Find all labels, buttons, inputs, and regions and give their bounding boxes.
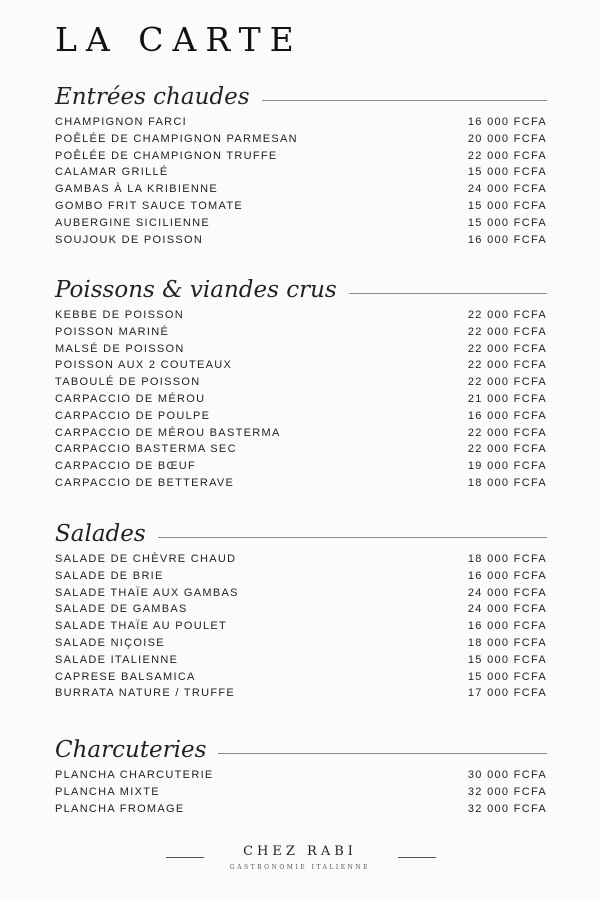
menu-item-name: SALADE DE BRIE — [55, 569, 164, 582]
section-title: Salades — [55, 517, 158, 551]
menu-item-name: POISSON AUX 2 COUTEAUX — [55, 359, 233, 372]
menu-item — [55, 114, 547, 131]
menu-item-price: 22 000 FCFA — [467, 342, 547, 355]
menu-item-price: 30 000 FCFA — [467, 769, 547, 781]
menu-item-name: BURRATA NATURE / TRUFFE — [55, 687, 236, 700]
menu-item-price: 19 000 FCFA — [467, 460, 547, 473]
menu-item — [55, 408, 547, 425]
menu-item-name: KEBBE DE POISSON — [55, 309, 185, 321]
menu-item-name: POÊLÉE DE CHAMPIGNON TRUFFE — [55, 149, 278, 162]
menu-item — [55, 784, 547, 801]
menu-item-name: SALADE DE CHÈVRE CHAUD — [55, 553, 237, 565]
restaurant-tagline: GASTRONOMIE ITALIENNE — [229, 864, 371, 871]
item-list — [55, 551, 547, 702]
item-list — [55, 114, 547, 248]
menu-item — [55, 131, 547, 148]
menu-item — [55, 652, 547, 669]
menu-item — [55, 618, 547, 635]
menu-item — [55, 601, 547, 618]
menu-item-name: POÊLÉE DE CHAMPIGNON PARMESAN — [55, 132, 298, 145]
menu-item-name: PLANCHA CHARCUTERIE — [55, 769, 214, 781]
menu-item-price: 18 000 FCFA — [467, 553, 547, 565]
menu-item-name: PLANCHA FROMAGE — [55, 802, 185, 815]
menu-item — [55, 164, 547, 181]
menu-item-name: MALSÉ DE POISSON — [55, 342, 185, 355]
menu-item — [55, 198, 547, 215]
menu-item-name: GOMBO FRIT SAUCE TOMATE — [55, 199, 243, 212]
menu-item — [55, 324, 547, 341]
menu-item-price: 16 000 FCFA — [467, 116, 547, 128]
menu-item — [55, 475, 547, 492]
menu-item-name: CARPACCIO DE POULPE — [55, 409, 211, 422]
menu-item-price: 22 000 FCFA — [467, 376, 547, 389]
menu-item-price: 32 000 FCFA — [467, 785, 547, 798]
menu-item — [55, 635, 547, 652]
menu-item — [55, 341, 547, 358]
menu-item-price: 22 000 FCFA — [467, 443, 547, 456]
menu-item-price: 16 000 FCFA — [467, 233, 547, 246]
section-header — [55, 733, 547, 767]
menu-item-price: 15 000 FCFA — [467, 670, 547, 683]
menu-item — [55, 148, 547, 165]
menu-item — [55, 458, 547, 475]
menu-item-name: SALADE ITALIENNE — [55, 653, 179, 666]
item-list — [55, 307, 547, 492]
menu-item-price: 22 000 FCFA — [467, 309, 547, 321]
section-charcuteries — [55, 733, 547, 817]
menu-item-name: SALADE DE GAMBAS — [55, 603, 188, 616]
menu-item-price: 22 000 FCFA — [467, 426, 547, 439]
menu-item-name: PLANCHA MIXTE — [55, 785, 160, 798]
menu-item-price: 16 000 FCFA — [467, 620, 547, 633]
menu-item-name: POISSON MARINÉ — [55, 325, 170, 338]
menu-item-name: CARPACCIO DE MÉROU BASTERMA — [55, 426, 281, 439]
menu-title: LA CARTE — [55, 20, 303, 59]
menu-item — [55, 307, 547, 324]
menu-item — [55, 374, 547, 391]
menu-item-price: 24 000 FCFA — [467, 183, 547, 196]
menu-item-name: CARPACCIO BASTERMA SEC — [55, 443, 237, 456]
footer — [0, 842, 600, 882]
section-header — [55, 517, 547, 551]
menu-item-price: 22 000 FCFA — [467, 325, 547, 338]
section-header — [55, 273, 547, 307]
menu-item-price: 16 000 FCFA — [467, 409, 547, 422]
menu-item — [55, 232, 547, 249]
section-title: Poissons & viandes crus — [55, 273, 349, 307]
menu-item-name: TABOULÉ DE POISSON — [55, 376, 201, 389]
menu-item — [55, 801, 547, 818]
menu-item-price: 24 000 FCFA — [467, 603, 547, 616]
menu-item-name: CALAMAR GRILLÉ — [55, 166, 169, 179]
menu-item-name: SALADE NIÇOISE — [55, 636, 165, 649]
section-salades — [55, 517, 547, 702]
menu-item — [55, 181, 547, 198]
menu-item — [55, 568, 547, 585]
menu-item-price: 18 000 FCFA — [467, 636, 547, 649]
menu-item-price: 15 000 FCFA — [467, 166, 547, 179]
menu-item — [55, 551, 547, 568]
menu-item-name: CARPACCIO DE MÉROU — [55, 392, 206, 405]
item-list — [55, 767, 547, 817]
menu-item-name: CHAMPIGNON FARCI — [55, 116, 188, 128]
menu-item-price: 22 000 FCFA — [467, 149, 547, 162]
restaurant-name: CHEZ RABI — [243, 844, 357, 859]
section-header — [55, 80, 547, 114]
menu-item — [55, 391, 547, 408]
menu-item-price: 24 000 FCFA — [467, 586, 547, 599]
menu-item-name: CAPRESE BALSAMICA — [55, 670, 196, 683]
menu-item — [55, 215, 547, 232]
menu-item-name: SALADE THAÏE AU POULET — [55, 620, 228, 633]
section-entrees-chaudes — [55, 80, 547, 248]
menu-item-price: 21 000 FCFA — [467, 392, 547, 405]
menu-item-price: 15 000 FCFA — [467, 653, 547, 666]
menu-item — [55, 357, 547, 374]
menu-item-name: AUBERGINE SICILIENNE — [55, 216, 210, 229]
menu-item — [55, 441, 547, 458]
menu-item-name: SALADE THAÏE AUX GAMBAS — [55, 586, 239, 599]
menu-item-name: CARPACCIO DE BETTERAVE — [55, 476, 235, 489]
section-poissons-viandes-crus — [55, 273, 547, 492]
menu-item-price: 22 000 FCFA — [467, 359, 547, 372]
menu-item-price: 16 000 FCFA — [467, 569, 547, 582]
menu-item — [55, 669, 547, 686]
footer-divider-right — [398, 857, 436, 858]
section-title: Charcuteries — [55, 733, 218, 767]
menu-item-price: 15 000 FCFA — [467, 216, 547, 229]
menu-item-price: 18 000 FCFA — [467, 476, 547, 489]
menu-item — [55, 767, 547, 784]
menu-item-name: GAMBAS À LA KRIBIENNE — [55, 183, 219, 196]
menu-item-name: CARPACCIO DE BŒUF — [55, 460, 197, 473]
menu-item-price: 15 000 FCFA — [467, 199, 547, 212]
menu-item-price: 20 000 FCFA — [467, 132, 547, 145]
section-title: Entrées chaudes — [55, 80, 262, 114]
menu-item-price: 32 000 FCFA — [467, 802, 547, 815]
menu-item-name: SOUJOUK DE POISSON — [55, 233, 204, 246]
menu-item — [55, 585, 547, 602]
menu-item — [55, 685, 547, 702]
menu-item — [55, 425, 547, 442]
menu-item-price: 17 000 FCFA — [467, 687, 547, 700]
